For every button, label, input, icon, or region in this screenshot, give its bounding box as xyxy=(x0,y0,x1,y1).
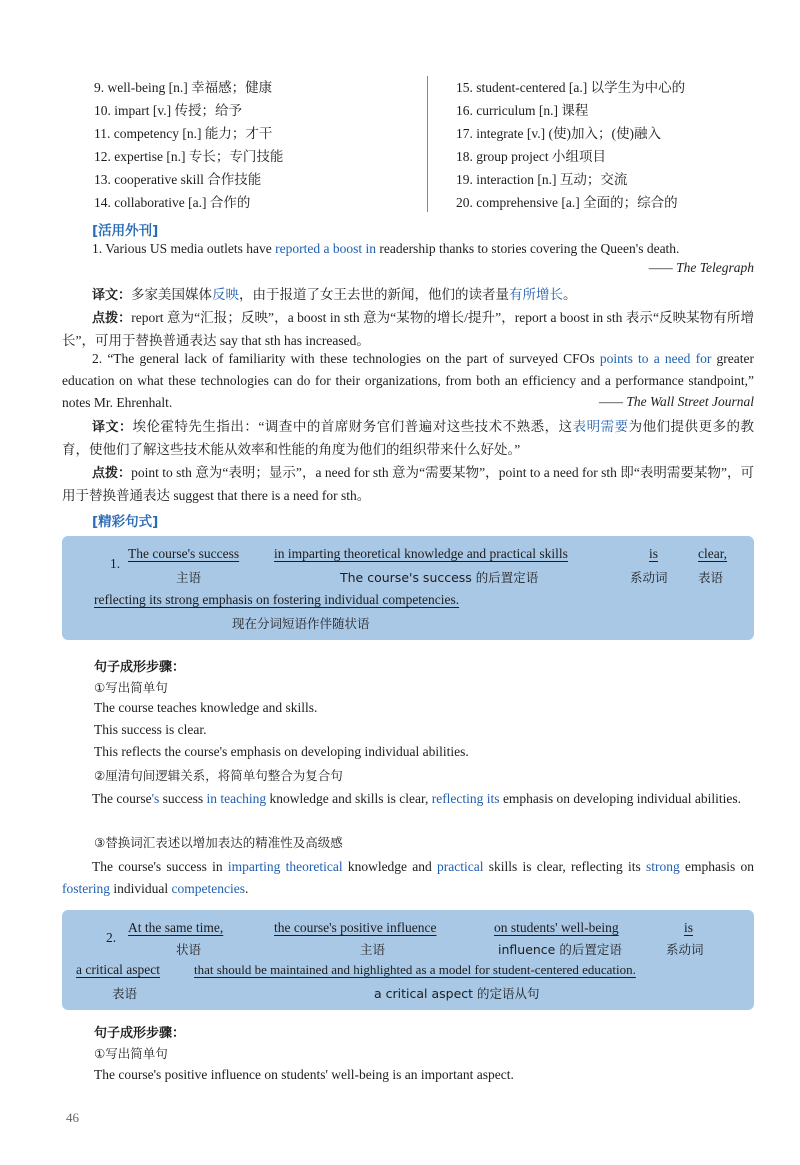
simple-sentence: This reflects the course's emphasis on developing individual abilities. xyxy=(94,744,469,759)
vocab-item: 15. student-centered [a.] 以学生为中心的 xyxy=(456,80,686,95)
sentence-part-adverbial: At the same time, xyxy=(128,920,224,935)
vocab-item: 19. interaction [n.] 互动；交流 xyxy=(456,172,628,187)
vocab-item: 11. competency [n.] 能力；才干 xyxy=(94,126,273,141)
vocab-item: 20. comprehensive [a.] 全面的；综合的 xyxy=(456,195,678,210)
step-1-title: ①写出简单句 xyxy=(94,680,168,695)
grammar-label: influence 的后置定语 xyxy=(498,942,622,957)
grammar-label: 表语 xyxy=(698,570,724,585)
section-heading-magazine: [活用外刊] xyxy=(92,223,159,239)
sentence-box-2 xyxy=(62,910,754,1010)
example-2-tip: 点拨：point to sth 意为“表明；显示”，a need for sth 意为“需要某物”，point to a need for sth 即“表明需要某物”，可用于替换普通表达 suggest that there is a need for sth。 xyxy=(62,465,754,503)
section-heading-sentences: [精彩句式] xyxy=(92,514,159,530)
vocab-item: 10. impart [v.] 传授；给予 xyxy=(94,103,242,118)
sentence-part-predicative: a critical aspect xyxy=(76,962,160,977)
sentence-part-adverbial: reflecting its strong emphasis on fostering individual competencies. xyxy=(94,592,460,607)
grammar-label: 主语 xyxy=(360,942,386,957)
example-2-translation: 译文：埃伦霍特先生指出：“调查中的首席财务官们普遍对这些技术不熟悉，这表明需要为他们提供更多的教育，使他们了解这些技术能从效率和性能的角度为他们的组织带来什么好处。” xyxy=(62,419,754,457)
vocab-item: 13. cooperative skill 合作技能 xyxy=(94,172,262,187)
vocab-column-left xyxy=(94,76,424,214)
source-wsj: —— The Wall Street Journal xyxy=(599,394,754,409)
simple-sentence: The course teaches knowledge and skills. xyxy=(94,700,318,715)
grammar-label: The course's success 的后置定语 xyxy=(340,570,539,585)
grammar-label: 现在分词短语作伴随状语 xyxy=(232,616,370,631)
steps-heading: 句子成形步骤： xyxy=(94,1026,186,1041)
page-number: 46 xyxy=(66,1110,79,1125)
vocab-column-right xyxy=(456,76,786,214)
sentence-part-subject: The course's success xyxy=(128,546,240,561)
vocab-item: 9. well-being [n.] 幸福感；健康 xyxy=(94,80,273,95)
sentence-part-clause: that should be maintained and highlighted as a model for student-centered education. xyxy=(194,962,636,977)
example-1-translation: 译文：多家美国媒体反映，由于报道了女王去世的新闻，他们的读者量有所增长。 xyxy=(92,287,577,303)
vocabulary-list xyxy=(94,76,764,214)
sentence-part-attributive: on students' well-being xyxy=(494,920,619,935)
vocab-item: 17. integrate [v.] (使)加入；(使)融入 xyxy=(456,126,661,141)
example-1-tip: 点拨：report 意为“汇报；反映”，a boost in sth 意为“某物的增长/提升”，report a boost in sth 表示“反映某物有所增长”，可用于替换普通表达 say that sth has increased。 xyxy=(62,310,754,348)
simple-sentence: This success is clear. xyxy=(94,722,207,737)
grammar-label: a critical aspect 的定语从句 xyxy=(374,986,540,1001)
sentence-number: 2. xyxy=(106,930,117,945)
step-2-title: ②厘清句间逻辑关系，将简单句整合为复合句 xyxy=(94,768,343,783)
column-divider xyxy=(427,76,428,212)
example-2: 2. “The general lack of familiarity with these technologies on the part of surveyed CFOs points to a need for greater education on what these technologies can do for their organizations, from both an efficiency and a performance standpoint,” notes Mr. Ehrenhalt. xyxy=(62,351,755,410)
step-1-title: ①写出简单句 xyxy=(94,1046,168,1061)
grammar-label: 系动词 xyxy=(630,570,668,585)
sentence-part-attributive: in imparting theoretical knowledge and practical skills xyxy=(274,546,568,561)
example-1: 1. Various US media outlets have reported a boost in readership thanks to stories covering the Queen's death. xyxy=(92,241,680,256)
steps-heading: 句子成形步骤： xyxy=(94,660,186,675)
sentence-part-verb: is xyxy=(649,546,659,561)
sentence-part-subject: the course's positive influence xyxy=(274,920,437,935)
grammar-label: 状语 xyxy=(176,942,202,957)
vocab-item: 18. group project 小组项目 xyxy=(456,149,606,164)
source-telegraph: —— The Telegraph xyxy=(648,260,754,275)
sentence-part-verb: is xyxy=(684,920,694,935)
sentence-number: 1. xyxy=(110,556,121,571)
sentence-part-predicative: clear, xyxy=(698,546,728,561)
simple-sentence: The course's positive influence on students' well-being is an important aspect. xyxy=(94,1067,514,1082)
step-3-title: ③替换词汇表述以增加表达的精准性及高级感 xyxy=(94,835,343,850)
vocab-item: 14. collaborative [a.] 合作的 xyxy=(94,195,251,210)
grammar-label: 表语 xyxy=(112,986,138,1001)
sentence-box-1 xyxy=(62,536,754,640)
vocab-item: 16. curriculum [n.] 课程 xyxy=(456,103,589,118)
compound-sentence: The course's success in teaching knowledge and skills is clear, reflecting its emphasis on developing individual abilities. xyxy=(92,791,742,806)
grammar-label: 系动词 xyxy=(666,942,704,957)
grammar-label: 主语 xyxy=(176,570,202,585)
refined-sentence: The course's success in imparting theoretical knowledge and practical skills is clear, reflecting its strong emphasis on fostering individual competencies. xyxy=(62,859,754,896)
vocab-item: 12. expertise [n.] 专长；专门技能 xyxy=(94,149,284,164)
